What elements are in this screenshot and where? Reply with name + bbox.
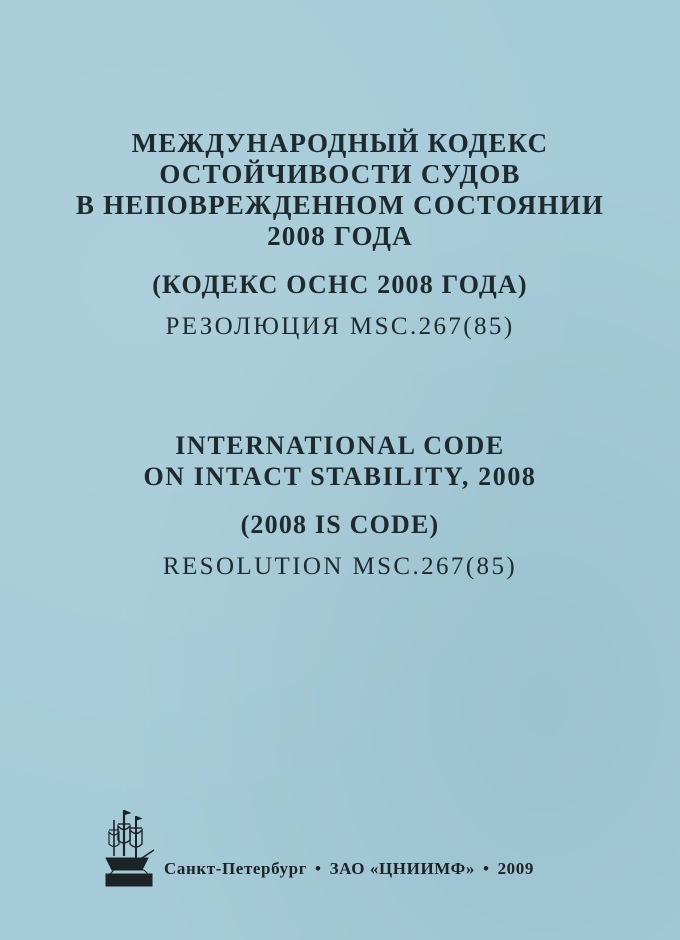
- english-subtitle: (2008 IS CODE): [240, 510, 440, 539]
- russian-title-line: 2008 ГОДА: [267, 221, 413, 251]
- publisher-name: ЗАО «ЦНИИМФ»: [329, 859, 475, 878]
- russian-title-line: ОСТОЙЧИВОСТИ СУДОВ: [159, 159, 521, 189]
- sailing-ship-emblem-icon: [104, 806, 156, 888]
- russian-subtitle: (КОДЕКС ОСНС 2008 ГОДА): [152, 270, 528, 299]
- russian-title-line: В НЕПОВРЕЖДЕННОМ СОСТОЯНИИ: [75, 190, 605, 220]
- publisher-imprint: [164, 859, 534, 879]
- english-title-line: INTERNATIONAL CODE: [175, 431, 505, 460]
- english-title-block: [0, 430, 680, 581]
- english-title-line: ON INTACT STABILITY, 2008: [143, 462, 537, 491]
- russian-title: [0, 128, 680, 252]
- english-title: [0, 430, 680, 492]
- russian-title-line: МЕЖДУНАРОДНЫЙ КОДЕКС: [131, 128, 549, 158]
- russian-resolution: РЕЗОЛЮЦИЯ MSC.267(85): [165, 313, 515, 340]
- imprint-separator: •: [315, 859, 322, 878]
- publication-year: 2009: [497, 859, 534, 878]
- english-resolution: RESOLUTION MSC.267(85): [162, 553, 518, 580]
- publisher-city: Санкт-Петербург: [164, 859, 308, 878]
- russian-title-block: [0, 128, 680, 341]
- imprint-separator: •: [483, 859, 490, 878]
